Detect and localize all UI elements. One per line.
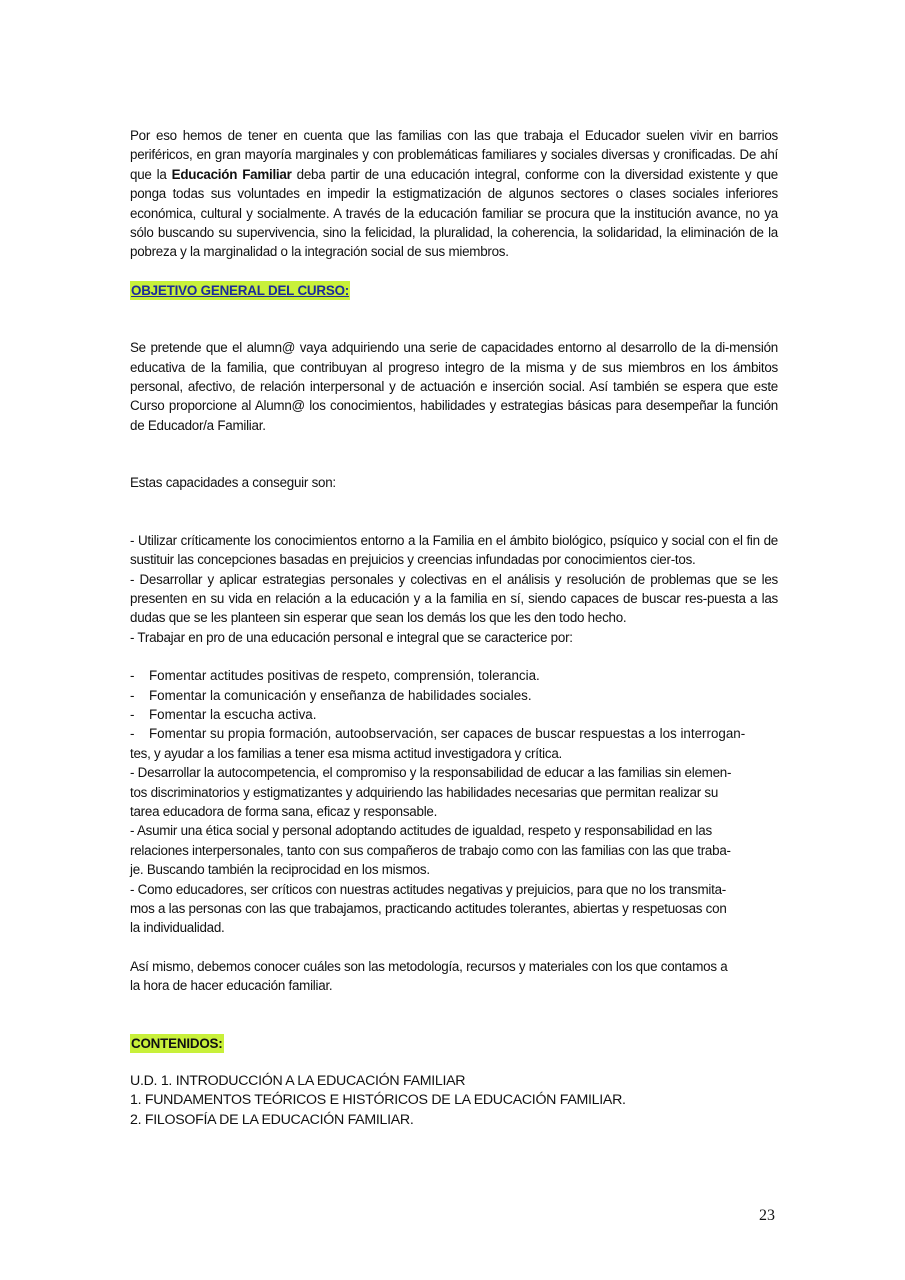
objective-paragraph: Se pretende que el alumn@ vaya adquiriendo una serie de capacidades entorno al desarrollo de la di-mensión educativa de la familia, que contribuyan al progreso integro de la misma y de sus miembros en los ámbitos personal, afectivo, de relación interpersonal y de actuación e inserción social. Así también se espera que este Curso proporcione al Alumn@ los conocimientos, habilidades y estrategias básicas para desempeñar la función de Educador/a Familiar. — [130, 340, 778, 433]
spacer — [130, 493, 778, 531]
bullet-dash: - — [130, 668, 135, 684]
capacity-item-1: - Utilizar críticamente los conocimientos entorno a la Familia en el ámbito biológico, psíquico y social con el fin de sustituir las concepciones basadas en prejuicios y creencias infundadas por conocimientos cier-tos. — [130, 532, 778, 568]
text-line: - Asumir una ética social y personal adoptando actitudes de igualdad, respeto y responsabilidad en las — [130, 823, 712, 839]
contents-heading-line — [130, 1034, 778, 1053]
contents-heading: CONTENIDOS: — [130, 1034, 224, 1053]
objective-heading-line — [130, 281, 778, 300]
bullet-item — [130, 686, 778, 705]
contents-item: 1. FUNDAMENTOS TEÓRICOS E HISTÓRICOS DE LA EDUCACIÓN FAMILIAR. — [130, 1092, 626, 1109]
text-line: mos a las personas con las que trabajamos, practicando actitudes tolerantes, abiertas y respetuosas con — [130, 901, 727, 916]
intro-paragraph — [130, 126, 778, 262]
text-line: la individualidad. — [130, 920, 225, 936]
capacity-item-3: - Trabajar en pro de una educación personal e integral que se caracterice por: — [130, 629, 573, 645]
text-line: - Como educadores, ser críticos con nuestras actitudes negativas y prejuicios, para que no los transmita- — [130, 881, 726, 897]
spacer — [130, 435, 778, 473]
intro-text-after: deba partir de una educación integral, conforme con la diversidad existente y que ponga todas sus voluntades en impedir la estigmatización de algunos sectores o clases sociales inferiores económica, cultural y socialmente. A través de la educación familiar se procura que la institución avance, no ya sólo buscando su supervivencia, sino la felicidad, la pluralidad, la coherencia, la solidaridad, la eliminación de la pobreza y la marginalidad o la integración social de sus miembros. — [130, 166, 778, 260]
contents-list — [130, 1072, 778, 1130]
text-line: tos discriminatorios y estigmatizantes y adquiriendo las habilidades necesarias que permitan realizar su — [130, 784, 719, 800]
bullet-text: Fomentar la comunicación y enseñanza de habilidades sociales. — [149, 687, 532, 703]
bullet-text: Fomentar actitudes positivas de respeto, comprensión, tolerancia. — [149, 668, 540, 684]
bullet-dash: - — [130, 687, 135, 703]
spacer — [130, 1053, 778, 1072]
contents-item: 2. FILOSOFÍA DE LA EDUCACIÓN FAMILIAR. — [130, 1111, 414, 1128]
spacer — [130, 938, 778, 957]
bullet-text: Fomentar su propia formación, autoobservación, ser capaces de buscar respuestas a los interrogan- — [149, 726, 746, 742]
capacities-intro: Estas capacidades a conseguir son: — [130, 475, 336, 491]
page-number: 23 — [759, 1207, 775, 1224]
bullet-item — [130, 705, 778, 724]
spacer — [130, 262, 778, 281]
spacer — [130, 996, 778, 1034]
objective-heading: OBJETIVO GENERAL DEL CURSO: — [130, 281, 350, 300]
bullet-text: Fomentar la escucha activa. — [149, 706, 317, 722]
text-line: je. Buscando también la reciprocidad en los mismos. — [130, 862, 430, 878]
closing-line: la hora de hacer educación familiar. — [130, 978, 333, 994]
spacer — [130, 300, 778, 338]
bullet-item — [130, 724, 778, 743]
text-line: tarea educadora de forma sana, eficaz y responsable. — [130, 803, 438, 819]
bullet-dash: - — [130, 726, 135, 742]
intro-bold-term: Educación Familiar — [171, 166, 292, 182]
bullet-item — [130, 666, 778, 685]
intro-text-before: Por eso hemos de tener en cuenta que las familias con las que trabaja el Educador suelen vivir en barrios periféricos, en gran mayoría marginales y con problemáticas familiares y sociales diversas y cronificadas. De ahí que la — [130, 128, 778, 182]
spacer — [130, 647, 778, 666]
text-line: tes, y ayudar a los familias a tener esa misma actitud investigadora y crítica. — [130, 745, 563, 761]
capacity-item-2: - Desarrollar y aplicar estrategias personales y colectivas en el análisis y resolución de problemas que se les presenten en su vida en relación a la educación y a la familia en sí, siendo capaces de buscar res-puesta a las dudas que se les planteen sin esperar que sean los demás los que les den todo hecho. — [130, 571, 778, 626]
text-line: relaciones interpersonales, tanto con sus compañeros de trabajo como con las familias con las que traba- — [130, 842, 731, 858]
document-page — [130, 126, 778, 1130]
contents-item: U.D. 1. INTRODUCCIÓN A LA EDUCACIÓN FAMILIAR — [130, 1073, 466, 1090]
bullet-dash: - — [130, 706, 135, 722]
closing-line: Así mismo, debemos conocer cuáles son las metodología, recursos y materiales con los que contamos a — [130, 958, 728, 974]
text-line: - Desarrollar la autocompetencia, el compromiso y la responsabilidad de educar a las familias sin elemen- — [130, 765, 732, 781]
